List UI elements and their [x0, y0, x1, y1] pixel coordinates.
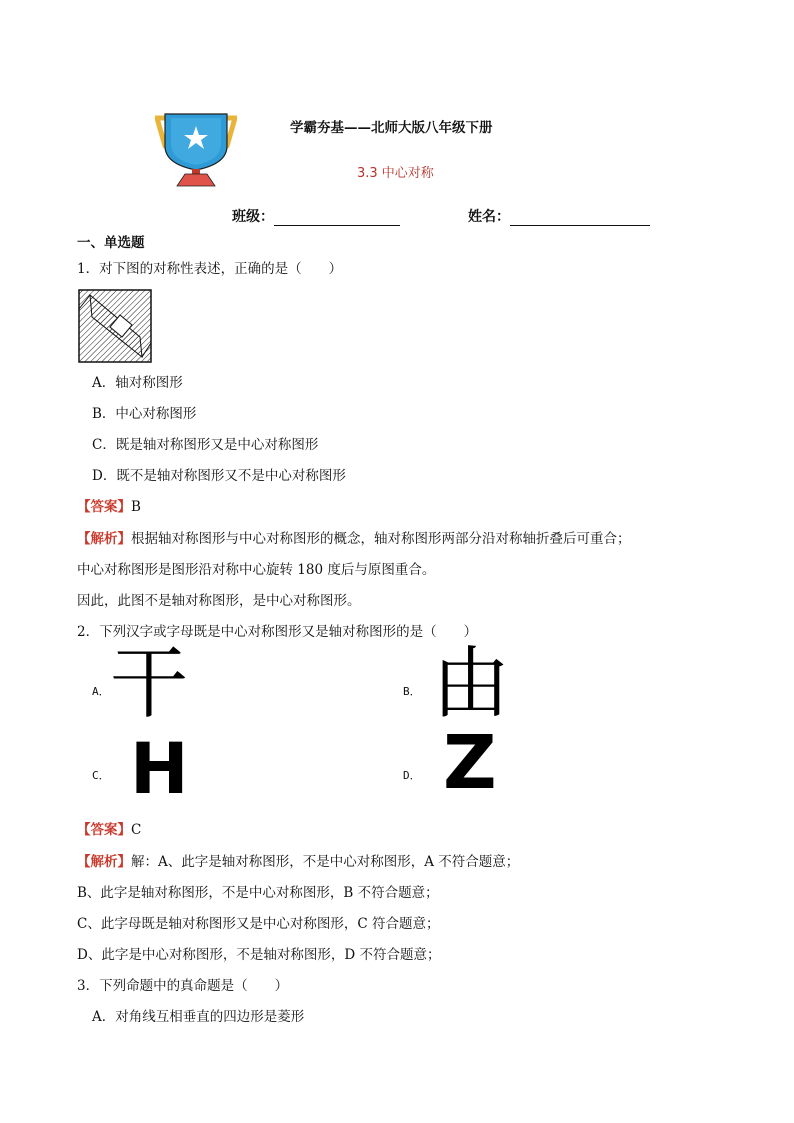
class-label: 班级： [232, 209, 274, 225]
q2-analysis-line-3: C、此字母既是轴对称图形又是中心对称图形，C 符合题意； [77, 916, 440, 932]
q2-option-a-glyph[interactable]: 干 [110, 639, 189, 729]
answer-tag: 【答案】 [77, 822, 131, 838]
document-subtitle: 3.3 中心对称 [357, 166, 434, 181]
q2-option-b-label[interactable]: B． [403, 685, 421, 698]
q1-option-a[interactable]: A．轴对称图形 [92, 375, 183, 391]
q1-option-d[interactable]: D．既不是轴对称图形又不是中心对称图形 [92, 468, 346, 484]
q2-analysis-line-4: D、此字是中心对称图形，不是轴对称图形，D 不符合题意； [77, 947, 441, 963]
q2-analysis-line-2: B、此字是轴对称图形，不是中心对称图形，B 不符合题意； [77, 885, 439, 901]
document-title: 学霸夯基——北师大版八年级下册 [290, 120, 493, 136]
trophy-logo [155, 112, 237, 188]
q2-option-d-glyph[interactable]: Z [443, 720, 497, 806]
q1-stem: 1．对下图的对称性表述，正确的是（ ） [77, 261, 343, 277]
class-field [232, 206, 400, 226]
name-label: 姓名： [468, 209, 510, 225]
section-title: 一、单选题 [77, 235, 145, 251]
q2-answer [77, 821, 141, 839]
q2-stem: 2．下列汉字或字母既是中心对称图形又是轴对称图形的是（ ） [77, 624, 478, 640]
analysis-tag: 【解析】 [77, 531, 131, 547]
q1-analysis-line-1 [77, 530, 631, 548]
answer-tag: 【答案】 [77, 499, 131, 515]
q2-option-a-label[interactable]: A． [92, 685, 110, 698]
class-blank[interactable] [274, 209, 400, 226]
q3-option-a[interactable]: A．对角线互相垂直的四边形是菱形 [92, 1009, 305, 1025]
q1-analysis-line-2: 中心对称图形是图形沿对称中心旋转 180 度后与原图重合。 [77, 562, 436, 578]
q1-option-c[interactable]: C．既是轴对称图形又是中心对称图形 [92, 437, 319, 453]
q1-option-b[interactable]: B．中心对称图形 [92, 406, 197, 422]
name-field [468, 206, 650, 226]
trophy-icon [155, 112, 237, 188]
q1-figure [78, 289, 152, 363]
q2-option-d-label[interactable]: D． [403, 769, 421, 782]
q1-analysis-line-3: 因此，此图不是轴对称图形，是中心对称图形。 [77, 593, 361, 609]
analysis-text: 解：A、此字是轴对称图形，不是中心对称图形，A 不符合题意； [131, 854, 520, 870]
analysis-text: 根据轴对称图形与中心对称图形的概念，轴对称图形两部分沿对称轴折叠后可重合； [131, 531, 631, 547]
answer-value: C [131, 822, 142, 838]
q2-analysis-line-1 [77, 853, 519, 871]
analysis-tag: 【解析】 [77, 854, 131, 870]
q3-stem: 3．下列命题中的真命题是（ ） [77, 978, 289, 994]
q2-option-c-glyph[interactable]: H [130, 728, 189, 810]
q2-option-c-label[interactable]: C． [92, 769, 110, 782]
q2-option-b-glyph[interactable]: 由 [432, 639, 511, 729]
q1-answer [77, 498, 141, 516]
hatched-square-figure [78, 289, 152, 363]
answer-value: B [131, 499, 141, 515]
name-blank[interactable] [510, 209, 650, 226]
